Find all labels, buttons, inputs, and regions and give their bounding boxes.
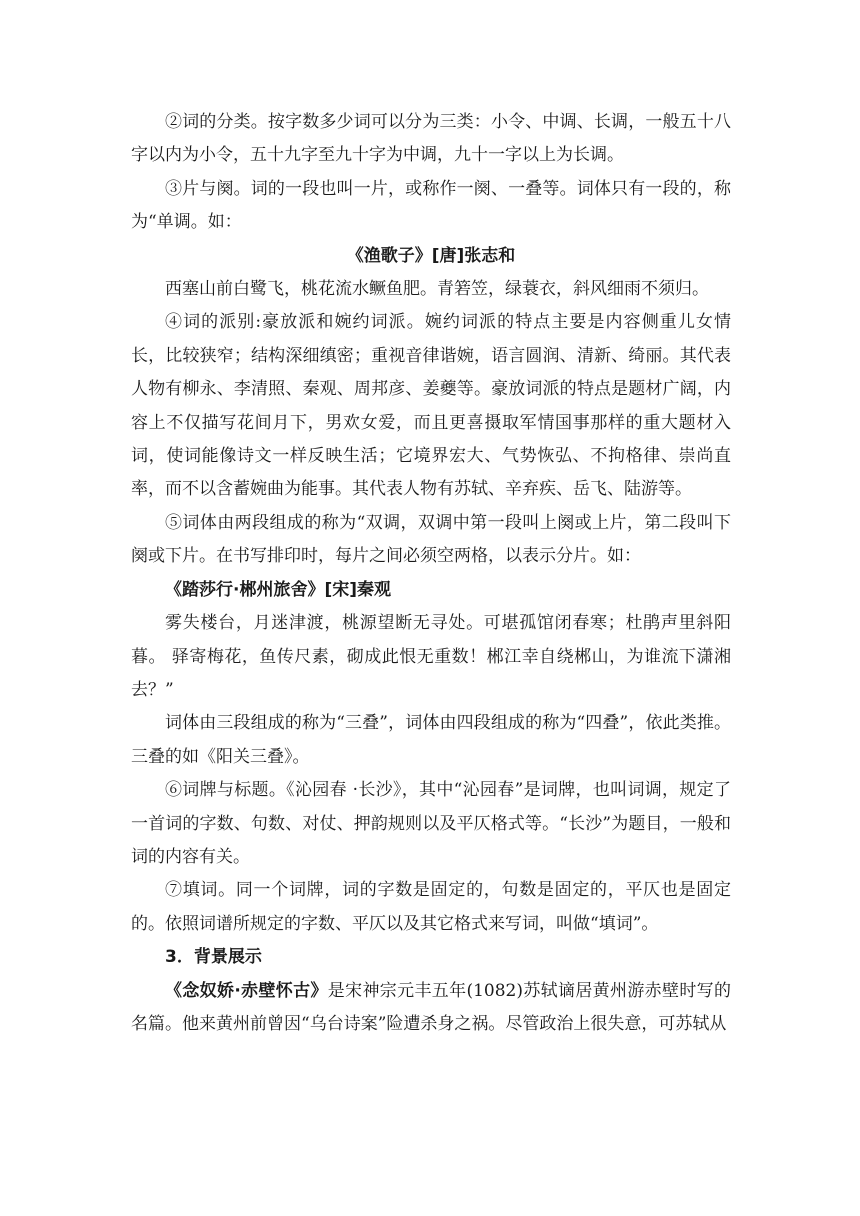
paragraph-double-tone: ⑤词体由两段组成的称为“双调，双调中第一段叫上阕或上片，第二段叫下阕或下片。在书写排印时，每片之间必须空两格，以表示分片。如：	[131, 512, 731, 567]
paragraph-cipai: ⑥词牌与标题。《沁园春 ·长沙》，其中“沁园春”是词牌，也叫词调，规定了一首词的字数、句数、对仗、押韵规则以及平仄格式等。“长沙”为题目，一般和词的内容有关。	[131, 780, 731, 867]
poem-title-yugezi: 《渔歌子》[唐]张志和	[346, 245, 516, 266]
poem-text-yugezi: 西塞山前白鹭飞，桃花流水鳜鱼肥。青箬笠，绿蓑衣，斜风细雨不须归。	[165, 279, 709, 300]
poem-title-tashaxing: 《踏莎行·郴州旅舍》[宋]秦观	[165, 579, 391, 600]
background-text: 是宋神宗元丰五年(1082)苏轼谪居黄州游赤壁时写的名篇。他来黄州前曾因“乌台诗案”险遭杀身之祸。尽管政治上很失意，可苏轼从	[131, 980, 731, 1034]
paragraph-schools: ④词的派别:豪放派和婉约词派。婉约词派的特点主要是内容侧重儿女情长，比较狭窄；结构深细缜密；重视音律谐婉，语言圆润、清新、绮丽。其代表人物有柳永、李清照、秦观、周邦彦、姜夔等。豪放词派的特点是题材广阔，内容上不仅描写花间月下，男欢女爱，而且更喜摄取军情国事那样的重大题材入词，使词能像诗文一样反映生活；它境界宏大、气势恢弘、不拘格律、崇尚直率，而不以含蓄婉曲为能事。其代表人物有苏轼、辛弃疾、岳飞、陆游等。	[131, 312, 731, 500]
document-page	[131, 106, 731, 1041]
paragraph-classification: ②词的分类。按字数多少词可以分为三类：小令、中调、长调，一般五十八字以内为小令，五十九字至九十字为中调，九十一字以上为长调。	[131, 112, 731, 166]
paragraph-triple: 词体由三段组成的称为“三叠”，词体由四段组成的称为“四叠”，依此类推。三叠的如《阳关三叠》。	[131, 713, 731, 767]
paragraph-background	[131, 975, 731, 1042]
background-poem-title: 《念奴娇·赤壁怀古》	[165, 980, 328, 1001]
paragraph-pian-que: ③片与阕。词的一段也叫一片，或称作一阕、一叠等。词体只有一段的，称为“单调。如：	[131, 178, 731, 233]
poem-text-tashaxing: 雾失楼台，月迷津渡，桃源望断无寻处。可堪孤馆闭春寒；杜鹃声里斜阳暮。 驿寄梅花，鱼传尺素，砌成此恨无重数！郴江幸自绕郴山，为谁流下潇湘去？”	[131, 613, 731, 700]
paragraph-tianci: ⑦填词。同一个词牌，词的字数是固定的，句数是固定的，平仄也是固定的。依照词谱所规定的字数、平仄以及其它格式来写词，叫做“填词”。	[131, 880, 731, 934]
section-heading-background: 3．背景展示	[165, 947, 262, 968]
